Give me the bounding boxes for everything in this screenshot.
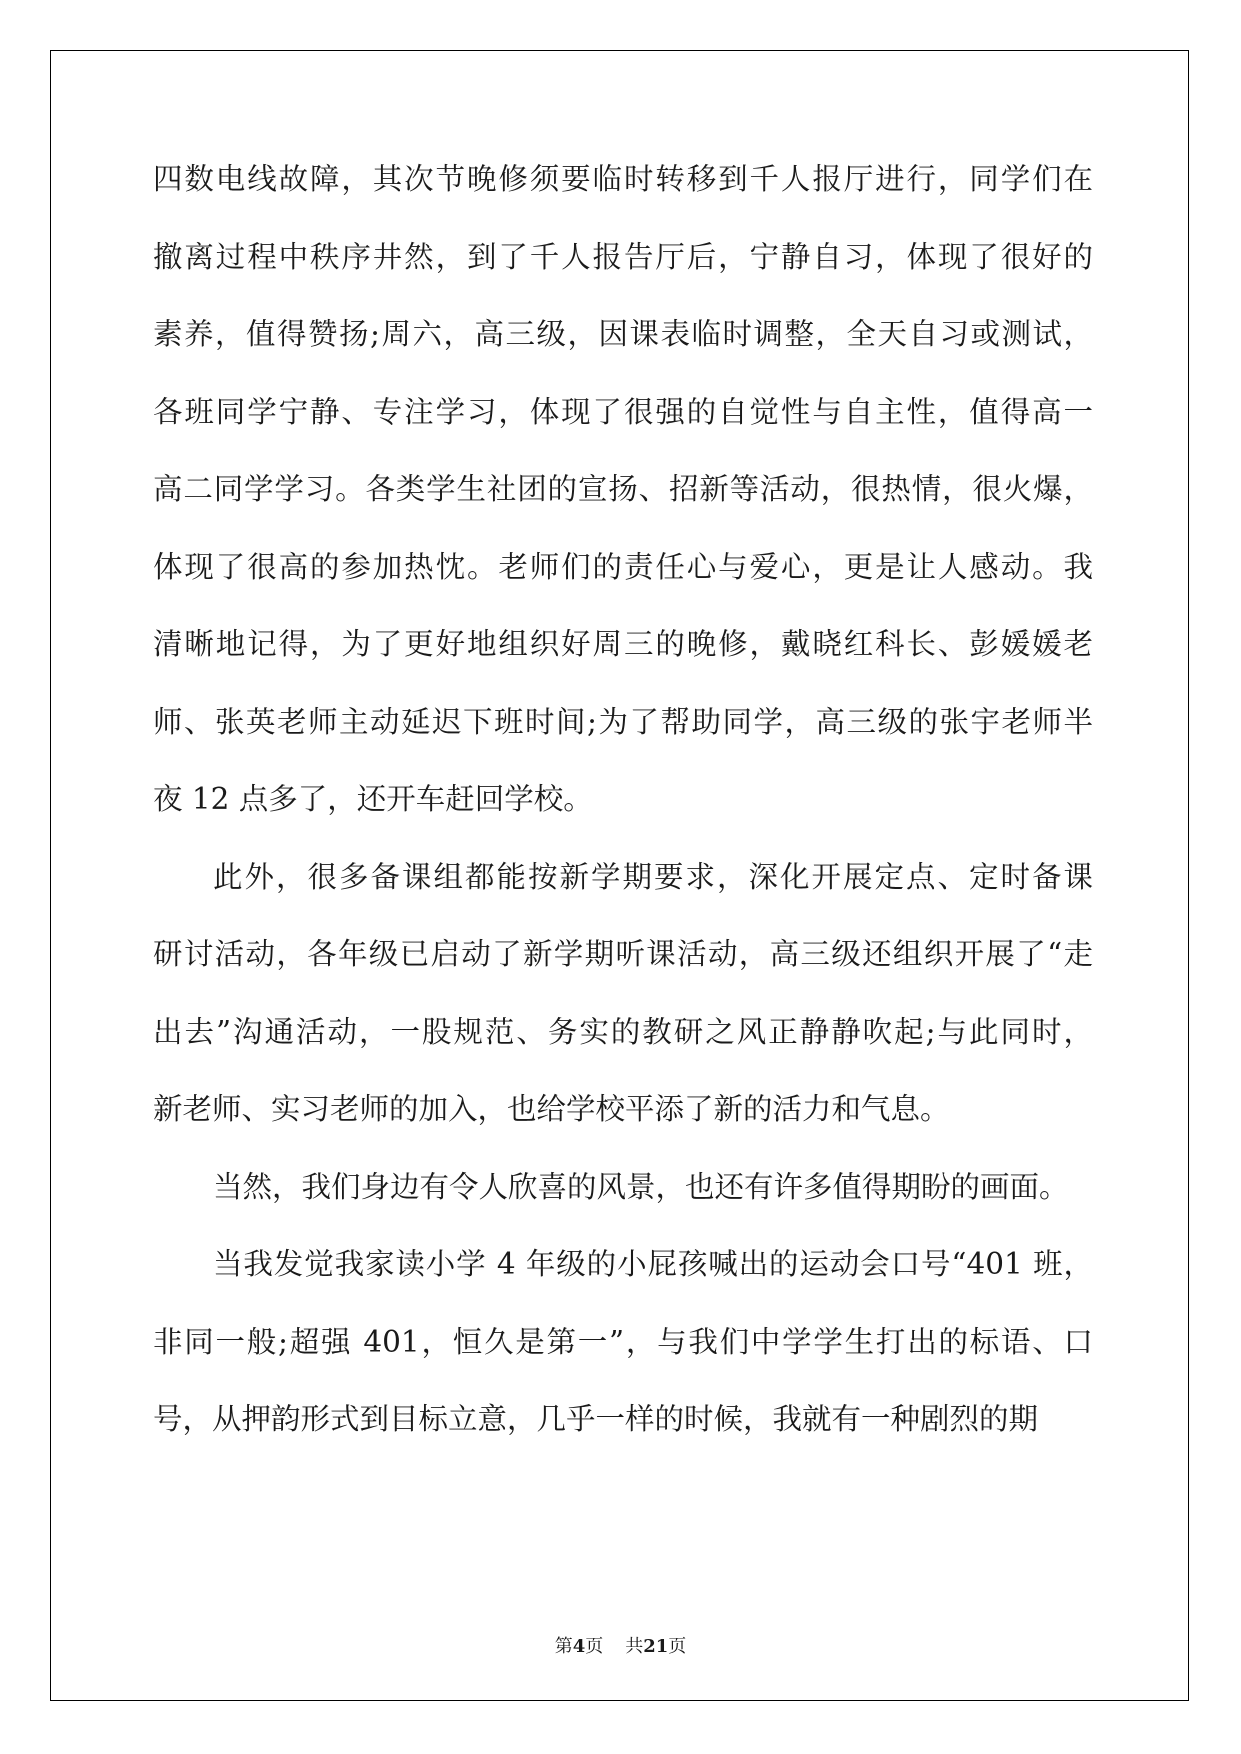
page-suffix: 页 xyxy=(585,1636,604,1657)
paragraph xyxy=(153,162,1093,860)
text-line: 各班同学宁静、专注学习，体现了很强的自觉性与自主性，值得高一 xyxy=(153,394,1093,429)
text-line: 体现了很高的参加热忱。老师们的责任心与爱心，更是让人感动。我 xyxy=(153,549,1093,584)
total-prefix: 共 xyxy=(625,1636,644,1657)
text-line: 撤离过程中秩序井然，到了千人报告厅后，宁静自习，体现了很好的 xyxy=(153,239,1093,274)
text-line: 素养，值得赞扬;周六，高三级，因课表临时调整，全天自习或测试， xyxy=(153,317,1093,351)
paragraph xyxy=(153,1247,1093,1480)
text-line: 师、张英老师主动延迟下班时间;为了帮助同学，高三级的张宇老师半 xyxy=(153,704,1093,739)
total-suffix: 页 xyxy=(668,1636,687,1657)
text-line: 此外，很多备课组都能按新学期要求，深化开展定点、定时备课 xyxy=(213,859,1093,894)
paragraph xyxy=(153,860,1093,1170)
text-line: 当然，我们身边有令人欣喜的风景，也还有许多值得期盼的画面。 xyxy=(213,1169,1069,1204)
page-number: 4 xyxy=(572,1636,586,1657)
page-footer xyxy=(0,1632,1241,1658)
text-line: 夜 12 点多了，还开车赶回学校。 xyxy=(153,782,593,816)
page-prefix: 第 xyxy=(554,1636,573,1657)
document-body xyxy=(153,162,1093,1480)
text-line: 高二同学学习。各类学生社团的宣扬、招新等活动，很热情，很火爆， xyxy=(153,472,1093,506)
text-line: 出去”沟通活动，一股规范、务实的教研之风正静静吹起;与此同时， xyxy=(153,1014,1093,1049)
text-line: 非同一般;超强 401，恒久是第一”，与我们中学学生打出的标语、口 xyxy=(153,1324,1093,1359)
paragraph xyxy=(153,1170,1093,1248)
total-pages: 21 xyxy=(643,1636,669,1657)
text-line: 号，从押韵形式到目标立意，几乎一样的时候，我就有一种剧烈的期 xyxy=(153,1402,1039,1436)
text-line: 清晰地记得，为了更好地组织好周三的晚修，戴晓红科长、彭媛媛老 xyxy=(153,627,1093,661)
text-line: 当我发觉我家读小学 4 年级的小屁孩喊出的运动会口号“401 班， xyxy=(213,1247,1093,1281)
text-line: 四数电线故障，其次节晚修须要临时转移到千人报厅进行，同学们在 xyxy=(153,162,1093,196)
text-line: 研讨活动，各年级已启动了新学期听课活动，高三级还组织开展了“走 xyxy=(153,937,1093,971)
text-line: 新老师、实习老师的加入，也给学校平添了新的活力和气息。 xyxy=(153,1092,950,1126)
